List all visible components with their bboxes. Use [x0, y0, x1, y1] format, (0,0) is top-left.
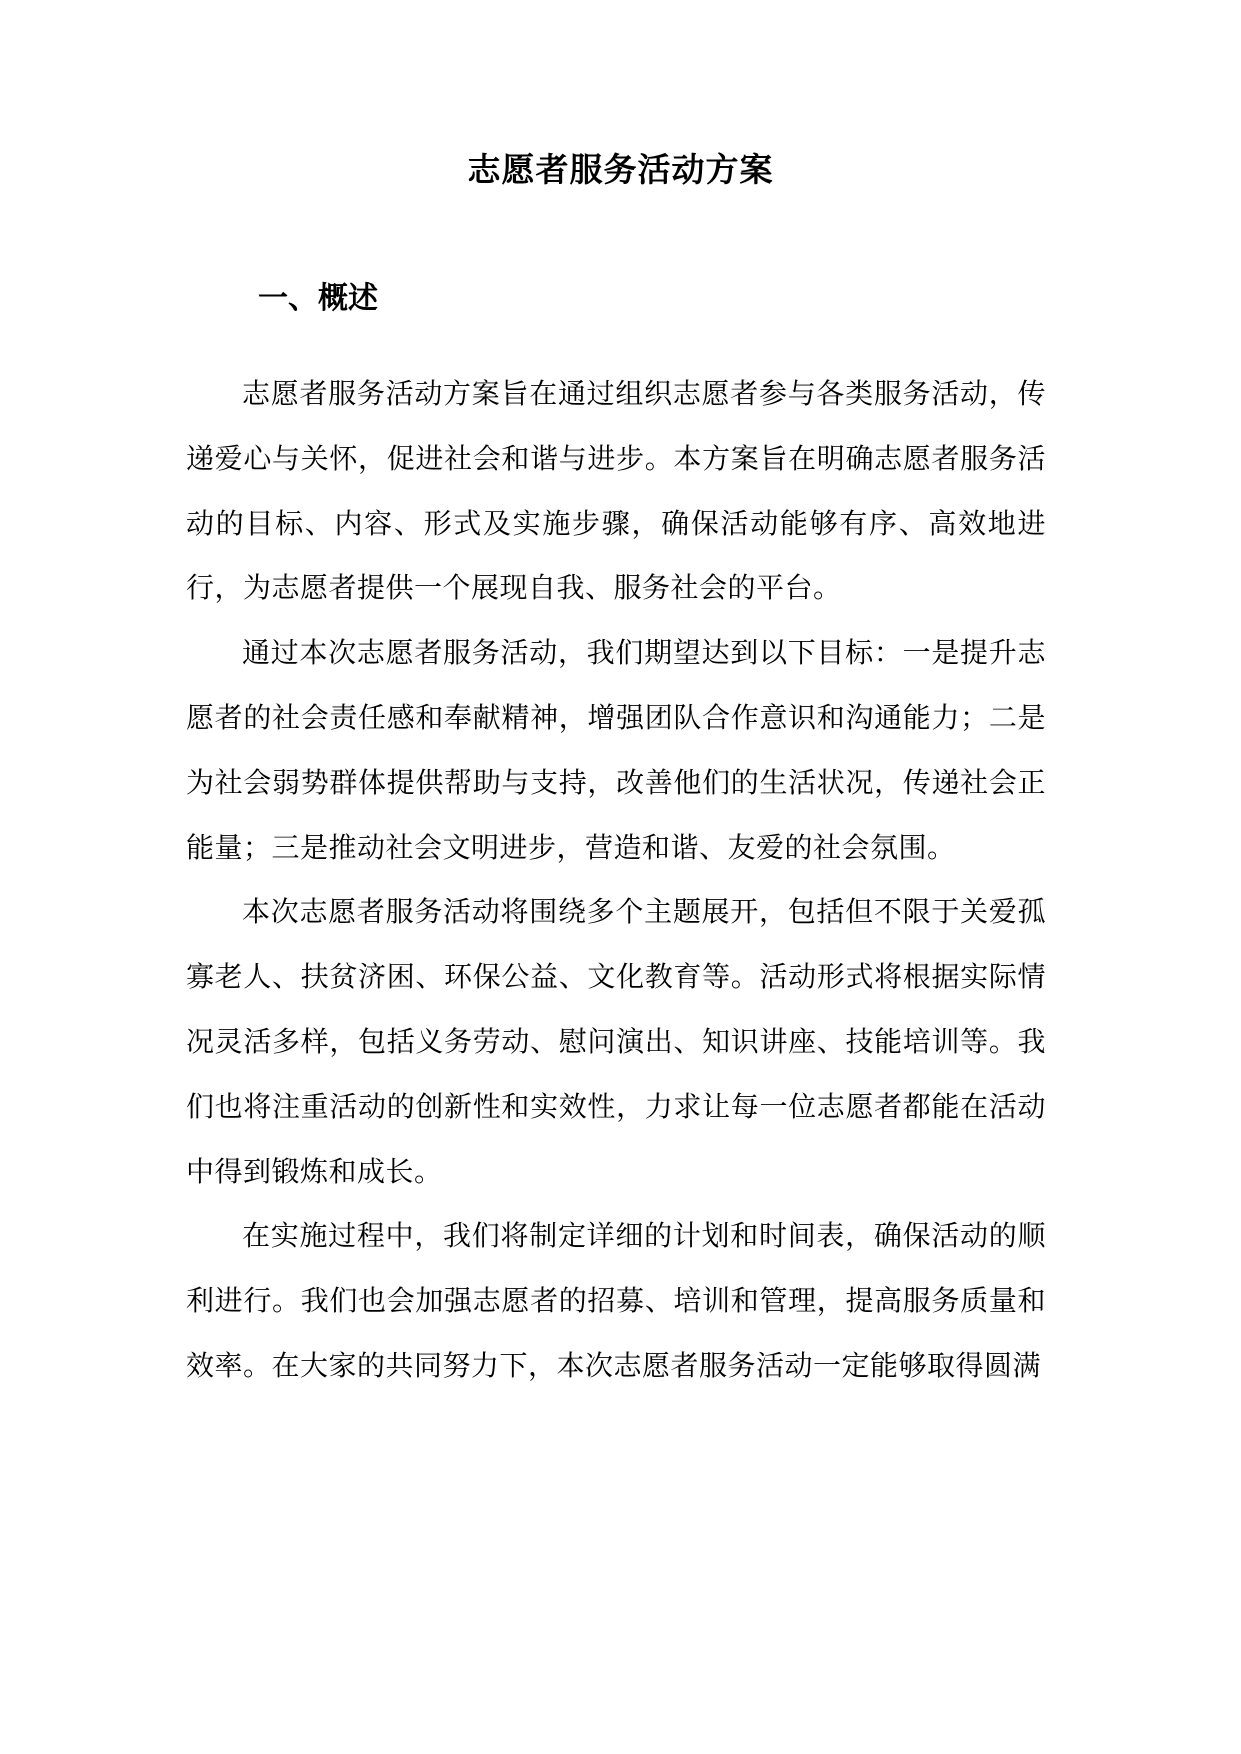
paragraph-implementation: 在实施过程中，我们将制定详细的计划和时间表，确保活动的顺利进行。我们也会加强志愿者的招募、培训和管理，提高服务质量和效率。在大家的共同努力下，本次志愿者服务活动一定能够取得圆满 [186, 1219, 1046, 1382]
section-heading-overview: 一、概述 [258, 281, 378, 316]
paragraph-overview-purpose: 志愿者服务活动方案旨在通过组织志愿者参与各类服务活动，传递爱心与关怀，促进社会和谐与进步。本方案旨在明确志愿者服务活动的目标、内容、形式及实施步骤，确保活动能够有序、高效地进行，为志愿者提供一个展现自我、服务社会的平台。 [186, 377, 1046, 605]
document-title: 志愿者服务活动方案 [467, 150, 774, 189]
paragraph-themes-and-forms: 本次志愿者服务活动将围绕多个主题展开，包括但不限于关爱孤寡老人、扶贫济困、环保公益、文化教育等。活动形式将根据实际情况灵活多样，包括义务劳动、慰问演出、知识讲座、技能培训等。我们也将注重活动的创新性和实效性，力求让每一位志愿者都能在活动中得到锻炼和成长。 [186, 895, 1046, 1188]
section-body [186, 362, 1046, 1399]
paragraph-goals: 通过本次志愿者服务活动，我们期望达到以下目标：一是提升志愿者的社会责任感和奉献精神，增强团队合作意识和沟通能力；二是为社会弱势群体提供帮助与支持，改善他们的生活状况，传递社会正能量；三是推动社会文明进步，营造和谐、友爱的社会氛围。 [186, 636, 1046, 864]
